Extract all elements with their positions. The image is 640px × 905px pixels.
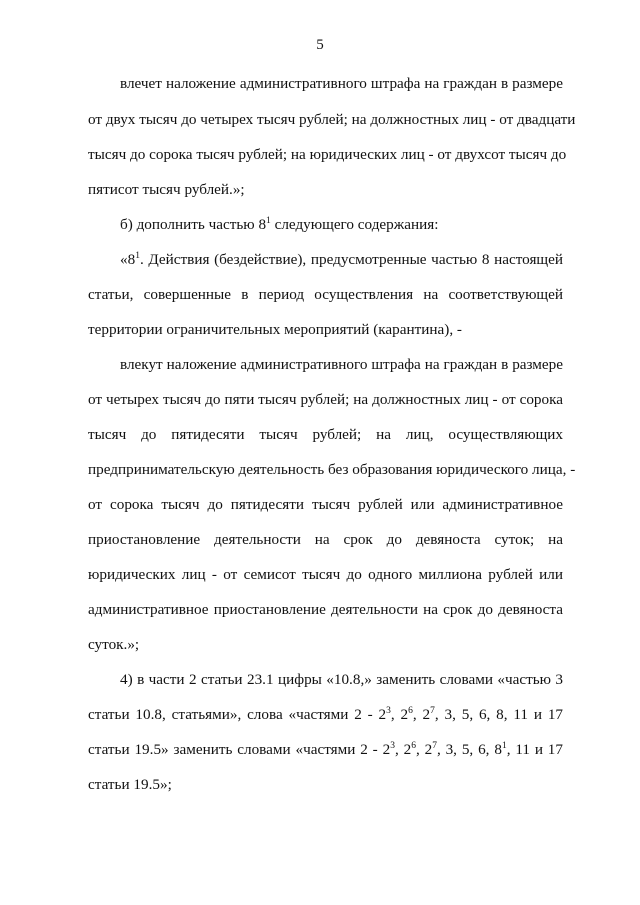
text-line: от двух тысяч до четырех тысяч рублей; на должностных лиц - от двадцати	[88, 111, 576, 128]
superscript: 1	[501, 741, 507, 751]
text-line	[88, 740, 563, 760]
text-line: 4) в части 2 статьи 23.1 цифры «10.8,» заменить словами «частью 3	[120, 671, 563, 688]
text-segment: статьи 19.5» заменить словами «частями 2 - 2	[88, 741, 391, 758]
superscript: 7	[432, 741, 437, 751]
text-segment: , 2	[412, 706, 431, 723]
text-line	[120, 250, 563, 270]
superscript: 6	[408, 706, 413, 716]
text-segment: , 3, 5, 6, 8	[436, 741, 502, 758]
text-line: административное приостановление деятельности на срок до девяноста	[88, 601, 563, 618]
text-segment: , 2	[390, 706, 409, 723]
text-line: от четырех тысяч до пяти тысяч рублей; на должностных лиц - от сорока	[88, 391, 563, 408]
text-segment: статьи 10.8, статьями», слова «частями 2 - 2	[88, 706, 387, 723]
text-line: тысяч до пятидесяти тысяч рублей; на лиц, осуществляющих	[88, 426, 563, 443]
text-line: пятисот тысяч рублей.»;	[88, 181, 245, 198]
text-line: тысяч до сорока тысяч рублей; на юридических лиц - от двухсот тысяч до	[88, 146, 567, 163]
text-line	[88, 705, 563, 725]
superscript: 3	[390, 741, 395, 751]
text-line: влекут наложение административного штрафа на граждан в размере	[120, 356, 563, 373]
text-segment: , 2	[394, 741, 412, 758]
text-segment: б) дополнить частью 8	[120, 216, 267, 233]
text-segment: , 11 и 17	[506, 741, 563, 758]
text-line: статьи, совершенные в период осуществления на соответствующей	[88, 286, 563, 303]
text-line: предпринимательскую деятельность без образования юридического лица, -	[88, 461, 576, 478]
text-line: приостановление деятельности на срок до девяноста суток; на	[88, 531, 563, 548]
text-line: от сорока тысяч до пятидесяти тысяч рублей или административное	[88, 496, 563, 513]
text-line: суток.»;	[88, 636, 140, 653]
text-segment: «8	[120, 251, 136, 268]
text-segment: . Действия (бездействие), предусмотренные частью 8 настоящей	[139, 251, 563, 268]
text-line: юридических лиц - от семисот тысяч до одного миллиона рублей или	[88, 566, 563, 583]
text-segment: , 3, 5, 6, 8, 11 и 17	[434, 706, 564, 723]
superscript: 6	[411, 741, 416, 751]
superscript: 3	[386, 706, 391, 716]
text-segment: , 2	[415, 741, 433, 758]
page-number: 5	[316, 37, 324, 53]
superscript: 1	[135, 251, 140, 261]
text-line: территории ограничительных мероприятий (карантина), -	[88, 321, 462, 338]
text-line: статьи 19.5»;	[88, 776, 172, 793]
text-line	[120, 215, 563, 235]
superscript: 7	[430, 706, 435, 716]
superscript: 1	[266, 216, 271, 226]
text-segment: следующего содержания:	[270, 216, 439, 233]
text-line: влечет наложение административного штрафа на граждан в размере	[120, 75, 563, 92]
